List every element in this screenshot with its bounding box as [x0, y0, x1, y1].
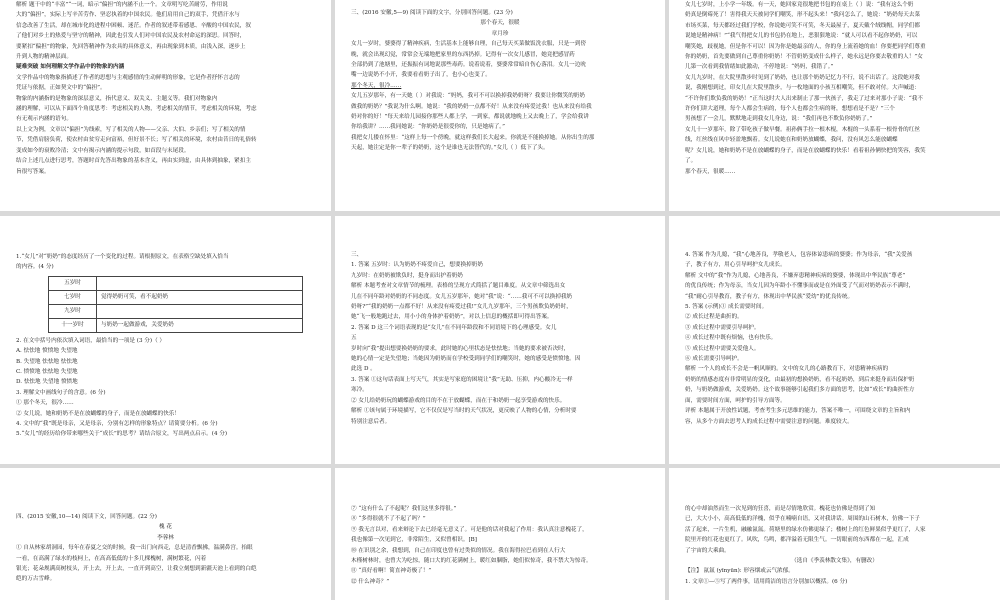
text-line: 寒冷。 [351, 387, 368, 394]
text-line: 面，需要时间方面，呵护的引导方面等。 [685, 397, 786, 404]
text-line: ⑫ 什么神奇？” [351, 578, 390, 585]
text-line: 旨很写答案。 [16, 168, 50, 175]
source-note: （选自《季羡林散文集》，有删改） [791, 558, 878, 565]
page-9[interactable] [669, 468, 1000, 600]
text-line: 做我的奶奶？”我说为什么啊。她说：“我的奶奶一点都不好！从来没有疼爱过我！也从来没有给我 [351, 103, 592, 110]
table-row [49, 276, 303, 290]
text-line: 嘴一边说奶不小开，我要看看奶子出了，也小心也变了。 [351, 72, 491, 79]
table-row [49, 290, 303, 304]
option-line: C. 愤愤地 怯怯地 失望地 [16, 369, 78, 376]
text-line: 解析 一个人的成长不会是一帆风顺的。文中的女儿的心路教育下，对患精神疾病的 [685, 366, 889, 373]
text-line: 女儿一岁时，婆婆得了精神疾病，生活基本上能够自理，自己每天买菜做饭洗衣服，只是一到傍 [351, 41, 586, 48]
text-line: 3. 答案 ①这句话表面上写天气，其实是写家庭的困境让“我”无助、压抑，内心酸冷无一样 [351, 376, 573, 383]
text-line: 3. 理解文中画线句子的含意。(6 分) [16, 389, 106, 396]
text-line: 银光；花朵规满高树枝头，开上去，开上去，一直开到高空，让我立刻想到新疆天池上看到的白皑 [16, 566, 257, 573]
text-line: 我把女儿搂在怀里：“这样上每一个傍晚，就这样我们长大起来。你就是不能换掉她。从你出生的那 [351, 134, 595, 141]
text-line: 嘲笑她，歧视她，但是你不可以！因为你是她最亲的人，你的身上流着她的血！你要把同学们尊重 [685, 43, 926, 50]
text-line: 子，教子有方，用心引导呵护女儿成长。 [685, 262, 786, 269]
text-line: 信念改善了生活，却在城市化的进程中困顿、迷茫。作者的叙述带着感恩、辛酸的中国农民，叙 [16, 22, 251, 29]
text-line: 说她是精神病！”“我气得把女儿的书包扔在地上，恶狠狠地说：“就人可以看不起你奶奶，可以 [685, 33, 918, 40]
text-line: 皑的万古雪峰。 [16, 576, 56, 583]
text-line: 变成如今的衰败冷清；文中有揭示内涵的提示句段，如首段与末尾段。 [16, 147, 190, 154]
page-2[interactable] [335, 0, 665, 211]
text-line: 的优良传统；作为母亲，当女儿因为年龄小不懂事而或是在外面受了气而对奶奶表示不满时， [685, 283, 915, 290]
question-heading: 四、(2015 安徽,10—14) 阅读下文，回答问题。(22 分) [16, 514, 157, 520]
table-cell-age: 九岁时 [49, 304, 97, 318]
text-line: 一看，在高满了绿水的枝柯上，在高高低低的十多几棵槐树，满树繁花，闪着 [16, 555, 207, 562]
table-cell-age: 七岁时 [49, 290, 97, 304]
text-line: 你的奶奶，首先要做到自己尊重你奶奶！不管奶奶变成什么样子，她永远是你要去敬重的人！”女 [685, 54, 923, 61]
text-line: 五 [351, 335, 357, 342]
table-cell-answer: 觉得奶奶可笑，看不起奶奶 [97, 290, 303, 304]
page-8[interactable] [335, 468, 665, 600]
text-line: 线，红丝线在风中轻盈地飘着。女儿说她在和奶奶放蝴蝶，我问，没有风怎么能放蝴蝶 [685, 137, 898, 144]
page-6[interactable] [669, 216, 1000, 464]
text-line: 说，我刚想到过，印女儿在大院里散步，与一枚地面的小孩互相嘲笑，但不敢对付。大声喊道： [685, 85, 920, 92]
attitude-table [48, 276, 303, 333]
table-cell-answer[interactable] [97, 276, 303, 290]
text-line: 凭证与依据，正如契文中的“偏担”。 [16, 85, 106, 92]
text-line: 了他们对乡土的热爱与坚守的精神，因此也引发人们对中国农民及农村命运的深思。回答时， [16, 33, 246, 40]
table-cell-answer: 与奶奶一起做游戏，关爱奶奶 [97, 318, 303, 332]
text-line: 奶真是倒霉死了！害得我天天被同学们嘲笑，形不起头来！”我问怎么了，她说：“奶奶每天去菜 [685, 12, 921, 19]
text-line: ⑤ 成长过程中需要关爱他人。 [685, 345, 760, 352]
text-line: ③ 成长过程中需要引导呵护。 [685, 324, 760, 331]
text-line: 她“飞一般地跑过去，用小小的身体护着奶奶”，对以上信息的概括即可得出答案。 [351, 314, 553, 321]
footnote: 【注】 氤氲 (yīnyūn): 形容烟或云气浓郁。 [685, 568, 794, 575]
text-line: ④ 成长过程中既有烦恼，也有快乐。 [685, 335, 777, 342]
text-line: 活了起来，一片生机，融融氤氲。荷塘里的绿水仿佛更绿了；楼树上的红色鲜果似乎更红了，人家 [685, 526, 926, 533]
table-row [49, 318, 303, 332]
table-cell-age: 五岁时 [49, 276, 97, 290]
option-line: A. 怯怯地 愤愤地 失望地 [16, 348, 78, 355]
text-line: ⑧ “多得很就不了不起了吗？” [351, 516, 426, 523]
text-line: 已，大大小小，高高低低的洋槐，似乎在喃喃自语，又对我讲话。周围的山石树木，仿佛一下子 [685, 516, 920, 523]
text-line: 此选 D 。 [351, 366, 376, 373]
text-line: 大的“偏担”，实际上写辛苦劳作、坚忍执着的中国农民。他们肩用自己的双手，凭借汗水与 [16, 12, 240, 19]
text-line: 女儿七岁时，上小学一年级。有一天，她回家竟很地把书包的在桌上（ ）说：“我有这么个奶 [685, 2, 914, 8]
text-line: 那个春天，很暖…… [685, 168, 736, 175]
text-line: 奶，与奶奶做游戏，关爱奶奶。这个故事能够引起我们多方面的思考，比如“成长”的曲折性方 [685, 387, 915, 394]
text-line: 1. 答案 五岁时：认为奶奶不疼爱自己，想要换掉奶奶 [351, 262, 483, 269]
text-line: “我”耐心引导教育，教子有方，体现出中华民族“爱幼”的优良传统。 [685, 293, 854, 300]
text-line: 解析 题干中的“丰富”“一词，暗示“偏担”的内涵不止一个。文章明写吃苦耐劳，作用说 [16, 2, 228, 8]
option-line: B. 失望地 怯怯地 怯怯地 [16, 358, 78, 365]
text-line: 女儿十一岁那年，除了带吃孩子做早餐。祖孙俩手拉一根木棍，木棍的一头系着一根骨骨的红丝 [685, 126, 920, 133]
text-line: 结合上述几点进行思考，答题时首先答出物象的基本含义，再由实到虚，由具体到抽象，紧扣主 [16, 158, 251, 165]
text-line: 奶呀?”“我的奶奶一点都不好！从来没有疼爱过我!”女儿九岁那年，三个男孩欺负奶奶时， [351, 304, 572, 311]
text-line: 我也像第一次见到它，非常陌生，又似曾相识。[B] [351, 537, 477, 544]
text-line: 5. 答案 (示例)① 成长需要时间。 [685, 304, 768, 311]
text-line: 节，凭借肩膀负荷，使农村由贫穷走向富裕，但好景不长；写了相关的环境，农村由昔日的礼俗转 [16, 137, 257, 144]
text-line: 许你们讲大道理，每个人都会生病的，每个人也都会生病的呀，想想看是不是？”三个 [685, 106, 895, 113]
page-4[interactable] [0, 216, 331, 464]
text-line: 物象的内涵指的是物象的深层意义，指代意义、双关义、主题义等。我们对物象内 [16, 95, 218, 102]
text-line: ① 那个冬天，很冷…… [16, 400, 74, 407]
text-line: 你给我讲？……我同她说：“你奶奶是很爱你的，只是她病了。” [351, 124, 505, 131]
table-row [49, 304, 303, 318]
text-line: 天起，她注定是你一辈子的奶奶，这个是谁也无法替代的。”女儿（ ）低下了头。 [351, 145, 549, 152]
text-line: 文学作品中的物象指描述了作者的思想与主观感情的生动鲜明的形象，它是作者抒怀言志的 [16, 74, 240, 81]
section-heading: 三、 [351, 252, 363, 258]
text-line: 晚，就会出现幻觉，常常会无端地把家里的东西扔掉。记得有一次女儿感冒，她竟把感冒药 [351, 51, 575, 58]
passage-author: 李蓉林 [157, 534, 174, 541]
text-line: 儿在不同年龄对奶奶的不同态度。女儿五岁那年，她对“我”说：“……我可不可以换掉我奶 [351, 293, 573, 300]
text-line: 的心中却油然而生一次见到的狂喜，而是尽情地欣赏。槐花也仿佛是得到了知 [685, 506, 876, 512]
section-heading: 疑难突破 如何理解文学作品中的物象的内涵 [16, 64, 125, 71]
page-7[interactable] [0, 468, 331, 600]
text-line: 有无观示内涵的语句。 [16, 116, 72, 123]
text-line: 1.“女儿”对“奶奶”的态度经历了一个变化的过程。请根据原文，在表格空缺处填入恰当 [16, 254, 229, 260]
text-line: ② 成长过程是曲折的。 [685, 314, 743, 321]
table-cell-age: 十一岁时 [49, 318, 97, 332]
text-line: ⑩ 在识别之余，我想到，自己在印度也曾有过类似的情况。我在海得拉巴看到在人行大 [351, 547, 566, 554]
text-line: 评析 本题属于开放性试题，考查考生多元思维的能力，答案不唯一，可围绕文章的主旨和内 [685, 408, 911, 415]
text-line: 解析 文中的“我”作为儿媳，心地善良，不嫌弃患精神疾病的婆婆，体现出中华民族“尊老” [685, 272, 906, 279]
page-1[interactable] [0, 0, 331, 211]
text-line: ② 女儿说，她和奶奶不是在放蝴蝶的身子，而是在放蝴蝶的快乐！ [16, 410, 180, 417]
passage-title: 槐 花 [159, 524, 172, 531]
text-line: ① 自从林家胡洞园，每年在春夏之交的时候，我一出门向西走，总是清香飘拂，温满鼻宫。抬眼 [16, 545, 253, 552]
text-line: 2. 答案 D 这三个词语表现的是“女儿”在不同年龄段和不同语境下的心理感受。女儿 [351, 324, 557, 331]
text-line: 了宇宙的大乘曲。 [685, 547, 730, 554]
text-line: 的内容。(4 分) [16, 264, 54, 271]
text-line: 呢？女儿说，她和奶奶不是在放蝴蝶的身子，而是在放蝴蝶的快乐！看着祖孙俩快把的笑容，我笑 [685, 147, 926, 154]
text-line: ⑦ “这有什么了不起呢？我们这里多得很。” [351, 506, 457, 512]
text-line: ② 女儿给奶奶玩的蝴蝶游戏的目的不在于放蝴蝶，而在于和奶奶一起享受游戏的快乐。 [351, 397, 566, 404]
text-line: 以上文为例，文章以“偏担”为线索，写了相关的人物——父亲、大伯、乡亲们；写了相关的情 [16, 126, 246, 133]
text-line: 涵的理解，可以从下面四个角度思考：考虑相关的人物，考虑相关的情节，考虑相关的环境，考虑 [16, 106, 257, 113]
table-cell-answer[interactable] [97, 304, 303, 318]
text-line: 院里开的红花也更红了。风吹，鸟鸣，都洋溢着无限生气。一切眼前的东西都在一起，汇成 [685, 537, 909, 544]
option-line: D. 怯怯地 失望地 愤愤地 [16, 379, 78, 386]
text-line: 特别注意后者。 [351, 418, 391, 425]
text-line: ⑥ 成长需要引导呵护。 [685, 356, 743, 363]
text-line: “不许你们欺负我的奶奶！”正当这时大人出来制止了那一伙孩子，我走了过来对那小子说：“我不 [685, 95, 923, 102]
text-line: 4. 文中的“我”既是母亲，又是母亲，分别有怎样的形象特点？请简要分析。(6 分) [16, 421, 218, 428]
text-line: 1. 文章①—⑤写了两件事，请用简洁的语言分别加以概括。(6 分) [685, 578, 848, 585]
text-line: 升到人物的精神层面。 [16, 54, 72, 61]
text-line: 解析 本题考查对文章情节的梳理。表格的呈现方式简括了题目难度。从文章中筛选出女 [351, 283, 566, 290]
page-5[interactable] [335, 216, 665, 464]
text-line: 九岁时：在奶奶被欺负时，挺身而出护着奶奶 [351, 272, 463, 279]
passage-title: 那个春天，很暖 [480, 20, 520, 27]
text-line: 男孩想了一会儿，默默地走到我女儿身边，说：“我们再也不欺负你奶奶了。” [685, 116, 873, 123]
text-line: 奶奶的情感态度有非常明显的变化，由最初的想换奶奶，看不起奶奶，到后来挺身而出保护奶 [685, 376, 915, 383]
text-line: 女儿五岁那年，有一天她（ ）对我说：“妈妈，我可不可以换掉我奶奶呀？我要让你微笑的奶奶 [351, 93, 585, 100]
text-line: ⑨ 我无言以对，看来辩论下去已经毫无意义了。可是他的话对我起了作用：我认真注意槐花了， [351, 526, 588, 533]
text-line: 岁时向“我”提出想要换奶奶的要求，此时她的心里状态是怯怯地；当她的要求被否决时， [351, 345, 570, 352]
text-line: 要紧扣“偏担”的物象，先回答精神作为农具的具体意义，再由现象到本质，由浅入深，逐步上 [16, 43, 246, 50]
question-heading: 三、(2016 安徽,5—9) 阅读下面的文字，分别回答问题。(23 分) [351, 10, 513, 16]
text-line: 奶对你的好！”每天来给儿园接你那些人都上学，一到家，都说就地晚上又去晚上了，学会给我讲 [351, 114, 589, 121]
text-line: 4. 答案 作为儿媳，“我”心地善良，孝敬老人，包容体谅患病的婆婆；作为母亲，“我”关爱孩 [685, 252, 913, 258]
text-line: 容，从多个方面去思考人的成长过程中需要注意的问题。难度较大。 [685, 418, 853, 425]
passage-author: 章月珍 [491, 30, 509, 37]
text-line: 儿第一次看到我情绪如此激动，不停地说：“妈妈，我错了。” [685, 64, 834, 71]
text-line: 木槿树林时，也曾大为吃惊，随口大的红花满树上，暖红如胭脂，她们似惊奇，我不禁大为惊奇。 [351, 558, 592, 565]
text-line: 她的心情一定是失望地；当她因为奶奶而在学校受到同学们的嘲笑时，她的感受是愤愤地。因 [351, 356, 581, 363]
text-line: ⑪ “真好看啊！简直神奇极了！” [351, 568, 432, 575]
text-line: 了。 [685, 158, 697, 165]
text-line: 那个冬天，很冷…… [351, 82, 402, 89]
text-line: 5.“女儿”的经历给你带来哪些关于“成长”的思考？请结合原文，写出两点启示。(4 分) [16, 431, 228, 438]
text-line: 2. 在文中括号内依次填入词语，最恰当的一项是 (3 分)（ ） [16, 337, 166, 344]
text-line: 女儿九岁时，在大院里散步时见到了奶奶，也让那个奶奶记忆力不行，说不出话了。这段她对我 [685, 74, 920, 81]
text-line: 市场买菜，每天都经过我们学校，你说她可笑不可笑，冬天最屋子，夏天戴个绒线帽，同学们都 [685, 22, 920, 29]
page-3[interactable] [669, 0, 1000, 211]
text-line: 全部扔到了池塘里，还振振有词地说那些毒药。说着说着，婆婆常常暗自伤心落泪。女儿一边吮 [351, 62, 586, 69]
text-line: 解析 ①该句属于环境描写，它不仅仅是写当时的天气状况，更反映了人物的心情，分析时要 [351, 408, 577, 415]
